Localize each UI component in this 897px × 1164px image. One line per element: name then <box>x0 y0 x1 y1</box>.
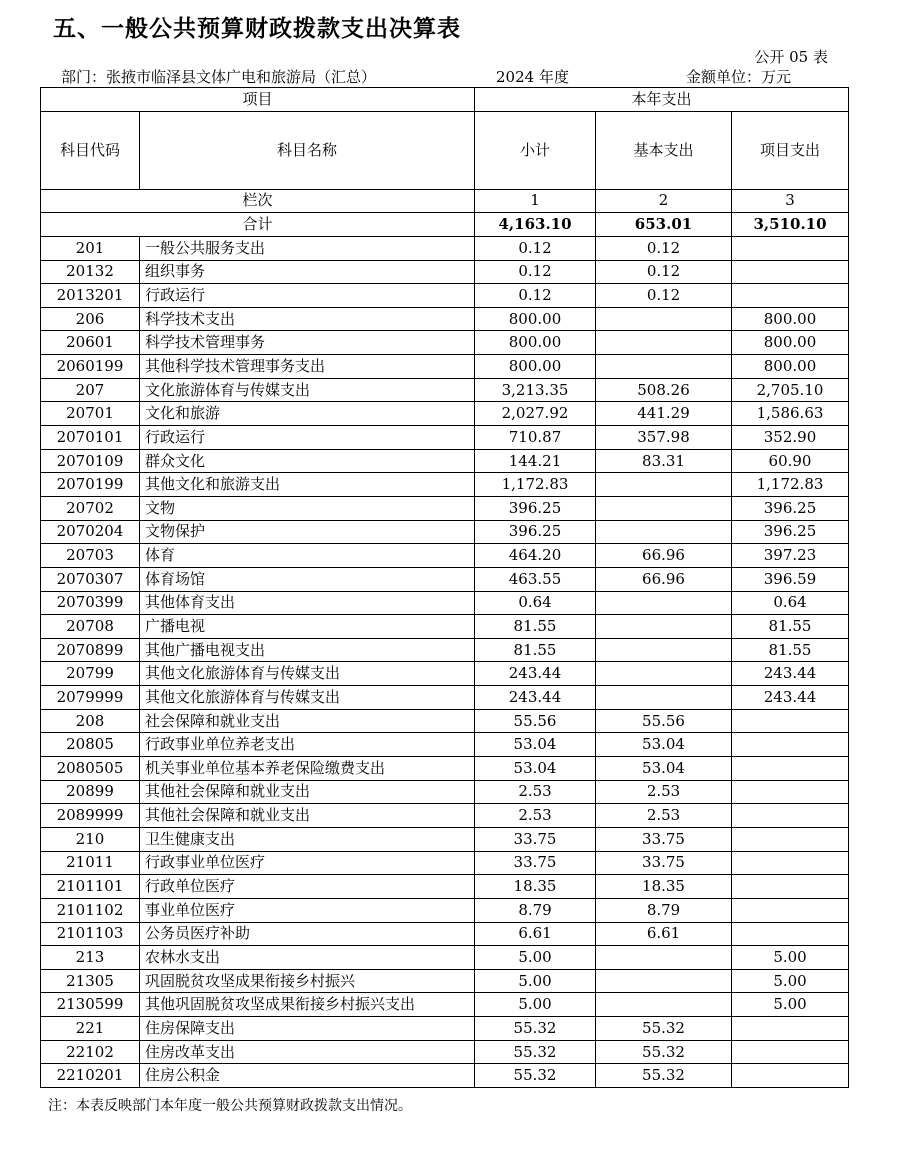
code-cell: 2070109 <box>41 449 140 473</box>
subtotal-cell: 800.00 <box>475 307 596 331</box>
code-cell: 2079999 <box>41 686 140 710</box>
project-cell: 81.55 <box>732 615 849 639</box>
basic-cell <box>596 591 732 615</box>
name-cell: 其他社会保障和就业支出 <box>140 780 475 804</box>
code-cell: 21011 <box>41 851 140 875</box>
name-cell: 体育 <box>140 544 475 568</box>
table-row <box>41 946 849 970</box>
basic-cell: 0.12 <box>596 260 732 284</box>
project-cell: 800.00 <box>732 331 849 355</box>
name-cell: 科学技术管理事务 <box>140 331 475 355</box>
name-cell: 文物 <box>140 496 475 520</box>
subtotal-cell: 396.25 <box>475 496 596 520</box>
column-number-1: 1 <box>475 189 596 213</box>
column-number-row <box>41 189 849 213</box>
basic-cell <box>596 969 732 993</box>
name-cell: 农林水支出 <box>140 946 475 970</box>
code-cell: 210 <box>41 827 140 851</box>
table-row <box>41 402 849 426</box>
subtotal-cell: 53.04 <box>475 733 596 757</box>
table-row <box>41 426 849 450</box>
table-row <box>41 1017 849 1041</box>
project-cell <box>732 1040 849 1064</box>
header-code: 科目代码 <box>41 111 140 189</box>
basic-cell: 83.31 <box>596 449 732 473</box>
subtotal-cell: 6.61 <box>475 922 596 946</box>
code-cell: 20601 <box>41 331 140 355</box>
name-cell: 其他文化和旅游支出 <box>140 473 475 497</box>
code-cell: 20899 <box>41 780 140 804</box>
subtotal-cell: 55.32 <box>475 1064 596 1088</box>
table-row <box>41 922 849 946</box>
name-cell: 住房公积金 <box>140 1064 475 1088</box>
column-label: 栏次 <box>41 189 475 213</box>
subtotal-cell: 144.21 <box>475 449 596 473</box>
table-row <box>41 567 849 591</box>
name-cell: 机关事业单位基本养老保险缴费支出 <box>140 757 475 781</box>
table-row <box>41 284 849 308</box>
subtotal-cell: 55.32 <box>475 1017 596 1041</box>
subtotal-cell: 3,213.35 <box>475 378 596 402</box>
code-cell: 221 <box>41 1017 140 1041</box>
subtotal-cell: 464.20 <box>475 544 596 568</box>
basic-cell <box>596 615 732 639</box>
code-cell: 20805 <box>41 733 140 757</box>
subtotal-cell: 81.55 <box>475 615 596 639</box>
project-cell <box>732 922 849 946</box>
project-cell <box>732 851 849 875</box>
total-basic: 653.01 <box>596 213 732 237</box>
subtotal-cell: 55.56 <box>475 709 596 733</box>
table-row <box>41 260 849 284</box>
code-cell: 2130599 <box>41 993 140 1017</box>
page-title: 五、一般公共预算财政拨款支出决算表 <box>53 16 461 42</box>
column-number-3: 3 <box>732 189 849 213</box>
project-cell: 81.55 <box>732 638 849 662</box>
name-cell: 事业单位医疗 <box>140 898 475 922</box>
code-cell: 21305 <box>41 969 140 993</box>
project-cell: 5.00 <box>732 969 849 993</box>
footnote: 注：本表反映部门本年度一般公共预算财政拨款支出情况。 <box>48 1098 412 1114</box>
code-cell: 2013201 <box>41 284 140 308</box>
code-cell: 207 <box>41 378 140 402</box>
name-cell: 其他文化旅游体育与传媒支出 <box>140 662 475 686</box>
subtotal-cell: 0.12 <box>475 236 596 260</box>
name-cell: 其他体育支出 <box>140 591 475 615</box>
table-row <box>41 355 849 379</box>
subtotal-cell: 2.53 <box>475 780 596 804</box>
total-label: 合计 <box>41 213 475 237</box>
name-cell: 其他巩固脱贫攻坚成果衔接乡村振兴支出 <box>140 993 475 1017</box>
project-cell: 396.59 <box>732 567 849 591</box>
subtotal-cell: 243.44 <box>475 686 596 710</box>
basic-cell <box>596 520 732 544</box>
fiscal-year: 2024 年度 <box>496 68 569 86</box>
basic-cell: 357.98 <box>596 426 732 450</box>
table-row <box>41 686 849 710</box>
amount-unit: 金额单位：万元 <box>686 68 792 86</box>
expenditure-table <box>40 87 849 1088</box>
code-cell: 20701 <box>41 402 140 426</box>
department-label: 部门：张掖市临泽县文体广电和旅游局（汇总） <box>61 68 377 86</box>
subtotal-cell: 396.25 <box>475 520 596 544</box>
name-cell: 住房改革支出 <box>140 1040 475 1064</box>
code-cell: 2070199 <box>41 473 140 497</box>
header-row-2 <box>41 111 849 189</box>
basic-cell <box>596 993 732 1017</box>
table-row <box>41 733 849 757</box>
code-cell: 213 <box>41 946 140 970</box>
subtotal-cell: 2,027.92 <box>475 402 596 426</box>
table-row <box>41 591 849 615</box>
name-cell: 群众文化 <box>140 449 475 473</box>
table-row <box>41 827 849 851</box>
project-cell <box>732 757 849 781</box>
code-cell: 20799 <box>41 662 140 686</box>
project-cell <box>732 284 849 308</box>
table-row <box>41 662 849 686</box>
header-name: 科目名称 <box>140 111 475 189</box>
table-row <box>41 780 849 804</box>
table-row <box>41 449 849 473</box>
table-row <box>41 993 849 1017</box>
basic-cell: 66.96 <box>596 567 732 591</box>
name-cell: 组织事务 <box>140 260 475 284</box>
code-cell: 20702 <box>41 496 140 520</box>
name-cell: 科学技术支出 <box>140 307 475 331</box>
subtotal-cell: 18.35 <box>475 875 596 899</box>
project-cell: 396.25 <box>732 520 849 544</box>
project-cell <box>732 804 849 828</box>
table-row <box>41 307 849 331</box>
project-cell: 5.00 <box>732 946 849 970</box>
name-cell: 体育场馆 <box>140 567 475 591</box>
table-row <box>41 1040 849 1064</box>
total-row <box>41 213 849 237</box>
header-row-1 <box>41 88 849 112</box>
basic-cell: 53.04 <box>596 733 732 757</box>
project-cell <box>732 1064 849 1088</box>
table-row <box>41 236 849 260</box>
basic-cell <box>596 331 732 355</box>
column-number-2: 2 <box>596 189 732 213</box>
basic-cell <box>596 355 732 379</box>
project-cell <box>732 780 849 804</box>
project-cell: 1,172.83 <box>732 473 849 497</box>
table-row <box>41 1064 849 1088</box>
project-cell: 0.64 <box>732 591 849 615</box>
subtotal-cell: 463.55 <box>475 567 596 591</box>
code-cell: 201 <box>41 236 140 260</box>
subtotal-cell: 5.00 <box>475 946 596 970</box>
code-cell: 2070204 <box>41 520 140 544</box>
subtotal-cell: 81.55 <box>475 638 596 662</box>
subtotal-cell: 53.04 <box>475 757 596 781</box>
name-cell: 行政事业单位医疗 <box>140 851 475 875</box>
subtotal-cell: 800.00 <box>475 331 596 355</box>
subtotal-cell: 5.00 <box>475 969 596 993</box>
subtotal-cell: 0.12 <box>475 284 596 308</box>
code-cell: 2101102 <box>41 898 140 922</box>
code-cell: 2080505 <box>41 757 140 781</box>
basic-cell: 2.53 <box>596 804 732 828</box>
project-cell: 800.00 <box>732 307 849 331</box>
name-cell: 住房保障支出 <box>140 1017 475 1041</box>
subtotal-cell: 800.00 <box>475 355 596 379</box>
code-cell: 2210201 <box>41 1064 140 1088</box>
table-row <box>41 851 849 875</box>
subtotal-cell: 8.79 <box>475 898 596 922</box>
subtotal-cell: 33.75 <box>475 851 596 875</box>
basic-cell: 33.75 <box>596 851 732 875</box>
name-cell: 行政运行 <box>140 426 475 450</box>
basic-cell <box>596 307 732 331</box>
project-cell: 5.00 <box>732 993 849 1017</box>
basic-cell <box>596 946 732 970</box>
subtotal-cell: 710.87 <box>475 426 596 450</box>
table-row <box>41 757 849 781</box>
name-cell: 其他社会保障和就业支出 <box>140 804 475 828</box>
project-cell: 396.25 <box>732 496 849 520</box>
basic-cell <box>596 473 732 497</box>
basic-cell: 33.75 <box>596 827 732 851</box>
table-row <box>41 969 849 993</box>
name-cell: 巩固脱贫攻坚成果衔接乡村振兴 <box>140 969 475 993</box>
total-subtotal: 4,163.10 <box>475 213 596 237</box>
subtotal-cell: 1,172.83 <box>475 473 596 497</box>
basic-cell <box>596 496 732 520</box>
project-cell: 352.90 <box>732 426 849 450</box>
table-row <box>41 898 849 922</box>
project-cell <box>732 898 849 922</box>
name-cell: 社会保障和就业支出 <box>140 709 475 733</box>
table-row <box>41 378 849 402</box>
subtotal-cell: 243.44 <box>475 662 596 686</box>
subtotal-cell: 33.75 <box>475 827 596 851</box>
name-cell: 文物保护 <box>140 520 475 544</box>
subtotal-cell: 5.00 <box>475 993 596 1017</box>
basic-cell: 55.32 <box>596 1017 732 1041</box>
project-cell <box>732 260 849 284</box>
code-cell: 22102 <box>41 1040 140 1064</box>
name-cell: 行政运行 <box>140 284 475 308</box>
basic-cell: 8.79 <box>596 898 732 922</box>
table-row <box>41 331 849 355</box>
project-cell: 800.00 <box>732 355 849 379</box>
project-cell <box>732 875 849 899</box>
table-row <box>41 875 849 899</box>
subtotal-cell: 55.32 <box>475 1040 596 1064</box>
project-cell: 243.44 <box>732 686 849 710</box>
project-cell: 2,705.10 <box>732 378 849 402</box>
header-project: 项目 <box>41 88 475 112</box>
code-cell: 2101103 <box>41 922 140 946</box>
name-cell: 公务员医疗补助 <box>140 922 475 946</box>
code-cell: 2101101 <box>41 875 140 899</box>
basic-cell <box>596 686 732 710</box>
name-cell: 卫生健康支出 <box>140 827 475 851</box>
project-cell <box>732 733 849 757</box>
basic-cell: 508.26 <box>596 378 732 402</box>
basic-cell: 2.53 <box>596 780 732 804</box>
name-cell: 行政单位医疗 <box>140 875 475 899</box>
basic-cell: 55.32 <box>596 1040 732 1064</box>
project-cell: 397.23 <box>732 544 849 568</box>
project-cell: 243.44 <box>732 662 849 686</box>
name-cell: 一般公共服务支出 <box>140 236 475 260</box>
table-row <box>41 638 849 662</box>
basic-cell: 0.12 <box>596 284 732 308</box>
form-number: 公开 05 表 <box>754 48 828 66</box>
name-cell: 文化和旅游 <box>140 402 475 426</box>
header-project-expense: 项目支出 <box>732 111 849 189</box>
total-project: 3,510.10 <box>732 213 849 237</box>
basic-cell: 55.56 <box>596 709 732 733</box>
subtotal-cell: 2.53 <box>475 804 596 828</box>
name-cell: 其他广播电视支出 <box>140 638 475 662</box>
code-cell: 2070101 <box>41 426 140 450</box>
code-cell: 208 <box>41 709 140 733</box>
basic-cell: 18.35 <box>596 875 732 899</box>
table-row <box>41 496 849 520</box>
name-cell: 文化旅游体育与传媒支出 <box>140 378 475 402</box>
subtotal-cell: 0.12 <box>475 260 596 284</box>
code-cell: 2060199 <box>41 355 140 379</box>
project-cell: 60.90 <box>732 449 849 473</box>
header-basic: 基本支出 <box>596 111 732 189</box>
header-subtotal: 小计 <box>475 111 596 189</box>
name-cell: 行政事业单位养老支出 <box>140 733 475 757</box>
project-cell <box>732 827 849 851</box>
name-cell: 广播电视 <box>140 615 475 639</box>
code-cell: 20703 <box>41 544 140 568</box>
name-cell: 其他文化旅游体育与传媒支出 <box>140 686 475 710</box>
project-cell <box>732 709 849 733</box>
basic-cell: 53.04 <box>596 757 732 781</box>
table-row <box>41 544 849 568</box>
table-row <box>41 709 849 733</box>
project-cell <box>732 236 849 260</box>
basic-cell: 6.61 <box>596 922 732 946</box>
table-row <box>41 804 849 828</box>
code-cell: 2089999 <box>41 804 140 828</box>
code-cell: 2070307 <box>41 567 140 591</box>
code-cell: 20132 <box>41 260 140 284</box>
header-current-year: 本年支出 <box>475 88 849 112</box>
basic-cell: 0.12 <box>596 236 732 260</box>
basic-cell: 55.32 <box>596 1064 732 1088</box>
table-row <box>41 615 849 639</box>
basic-cell: 441.29 <box>596 402 732 426</box>
table-row <box>41 473 849 497</box>
code-cell: 2070399 <box>41 591 140 615</box>
project-cell: 1,586.63 <box>732 402 849 426</box>
subtotal-cell: 0.64 <box>475 591 596 615</box>
name-cell: 其他科学技术管理事务支出 <box>140 355 475 379</box>
code-cell: 206 <box>41 307 140 331</box>
basic-cell <box>596 662 732 686</box>
basic-cell <box>596 638 732 662</box>
project-cell <box>732 1017 849 1041</box>
basic-cell: 66.96 <box>596 544 732 568</box>
code-cell: 2070899 <box>41 638 140 662</box>
table-row <box>41 520 849 544</box>
code-cell: 20708 <box>41 615 140 639</box>
